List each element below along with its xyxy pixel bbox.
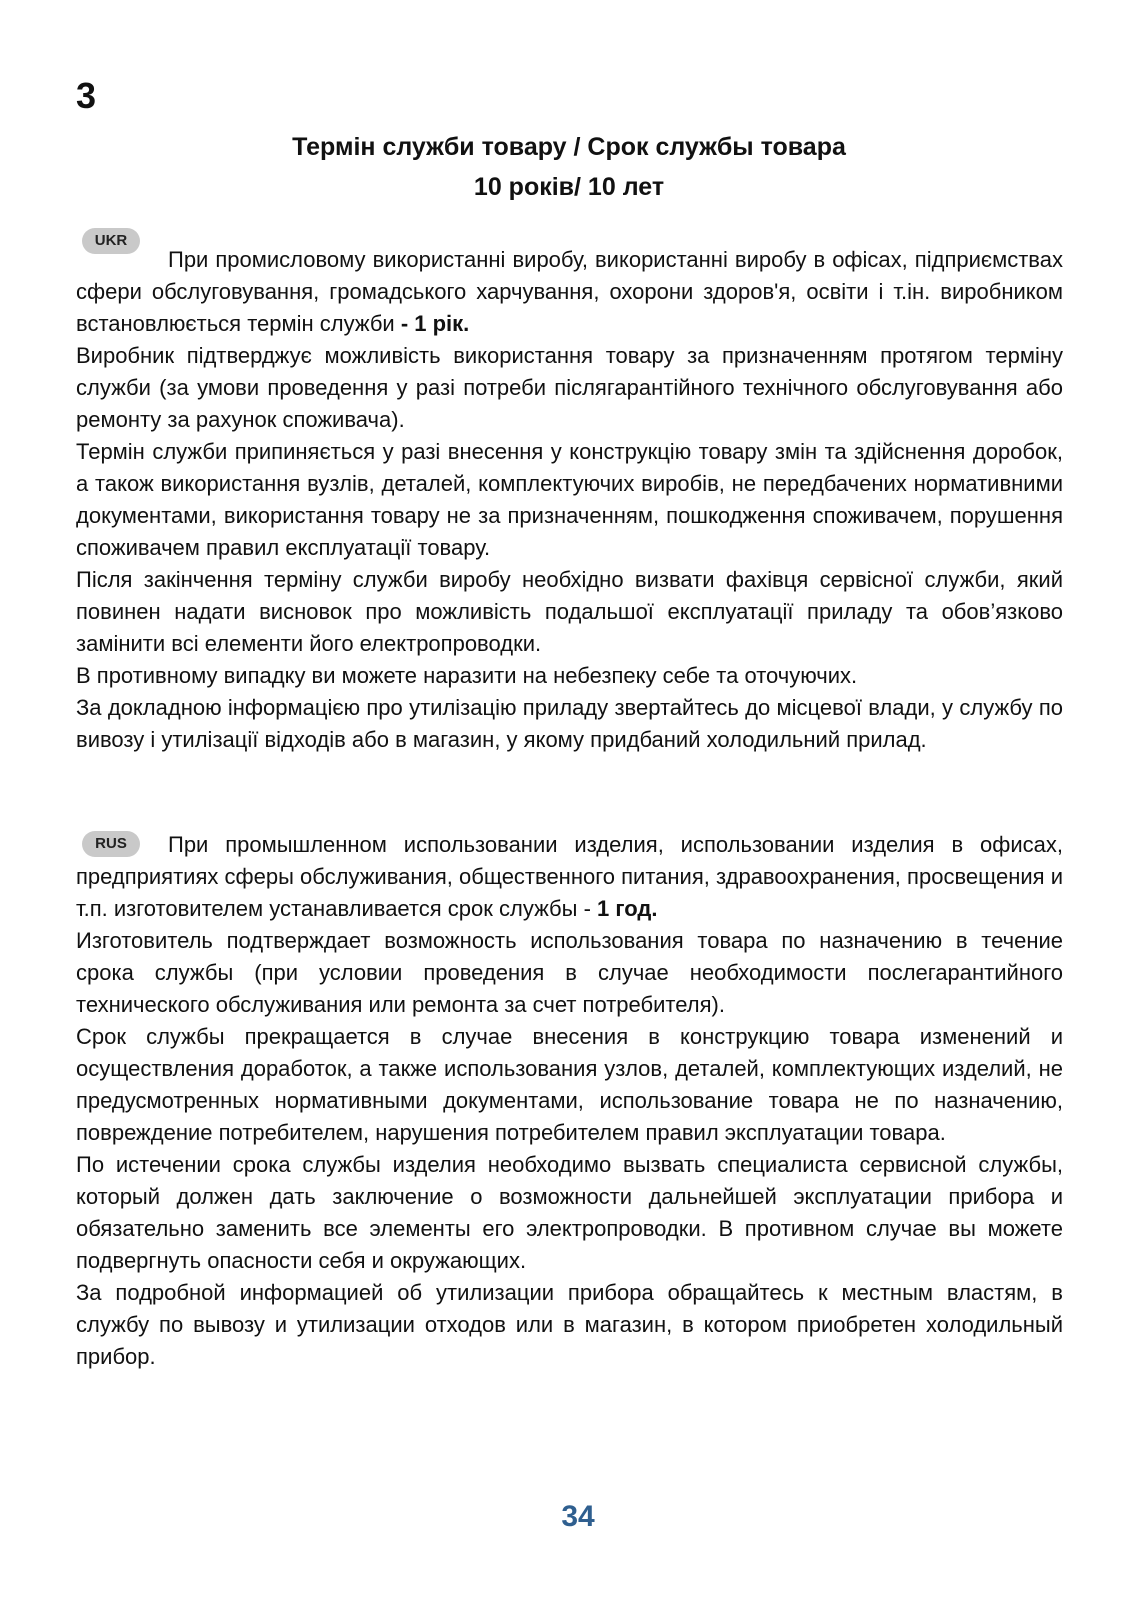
page-title: Термін служби товару / Срок службы товара xyxy=(292,133,846,161)
rus-paragraph: Срок службы прекращается в случае внесения в конструкцию товара изменений и осуществления доработок, а также использования узлов, деталей, комплектующих изделий, не предусмотренных нормативными документами, использование товара не по назначению, повреждение потребителем, нарушения потребителем правил эксплуатации товара. xyxy=(76,1024,1063,1145)
ukr-service-life: - 1 рік. xyxy=(400,311,470,336)
ukr-paragraph: За докладною інформацією про утилізацію приладу звертайтесь до місцевої влади, у службу по вивозу і утилізації відходів або в магазин, у якому придбаний холодильний прилад. xyxy=(76,695,1063,752)
ukr-intro-paragraph xyxy=(76,244,1063,340)
rus-paragraph: За подробной информацией об утилизации прибора обращайтесь к местным властям, в службу по вывозу и утилизации отходов или в магазин, в котором приобретен холодильный прибор. xyxy=(76,1280,1063,1369)
ukr-paragraph: Термін служби припиняється у разі внесення у конструкцію товару змін та здійснення доробок, а також використання вузлів, деталей, комплектуючих виробів, не передбачених нормативними документами, використання товару не за призначенням, пошкодження споживачем, порушення споживачем правил експлуатації товару. xyxy=(76,439,1063,560)
ukr-intro-text: При промисловому використанні виробу, використанні виробу в офісах, підприємствах сфери обслуговування, громадського харчування, охорони здоров'я, освіти і т.ін. виробником встановлюється термін служби xyxy=(76,247,1063,336)
ukr-paragraph: Виробник підтверджує можливість використання товару за призначенням протягом терміну служби (за умови проведення у разі потреби післягарантійного технічного обслуговування або ремонту за рахунок споживача). xyxy=(76,343,1063,432)
rus-intro-text: При промышленном использовании изделия, использовании изделия в офисах, предприятиях сферы обслуживания, общественного питания, здравоохранения, просвещения и т.п. изготовителем устанавливается срок службы - xyxy=(76,832,1063,921)
rus-intro-paragraph xyxy=(76,829,1063,925)
rus-service-life: 1 год. xyxy=(597,896,658,921)
russian-text-block xyxy=(76,829,1063,1373)
rus-paragraph: По истечении срока службы изделия необходимо вызвать специалиста сервисной службы, который должен дать заключение о возможности дальнейшей эксплуатации прибора и обязательно заменить все элементы его электропроводки. В противном случае вы можете подвергнуть опасности себя и окружающих. xyxy=(76,1152,1063,1273)
ukrainian-text-block xyxy=(76,244,1063,756)
ukr-paragraph: В противному випадку ви можете наразити на небезпеку себе та оточуючих. xyxy=(76,663,858,688)
rus-paragraph: Изготовитель подтверждает возможность использования товара по назначению в течение срока службы (при условии проведения в случае необходимости послегарантийного технического обслуживания или ремонта за счет потребителя). xyxy=(76,928,1063,1017)
language-badge-ukr: UKR xyxy=(82,228,140,254)
page-subtitle: 10 років/ 10 лет xyxy=(473,173,665,201)
page-number: 34 xyxy=(561,1500,595,1533)
section-number: 3 xyxy=(76,75,97,116)
ukr-paragraph: Після закінчення терміну служби виробу необхідно визвати фахівця сервісної служби, який повинен надати висновок про можливість подальшої експлуатації приладу та обов’язково замінити всі елементи його електропроводки. xyxy=(76,567,1063,656)
language-badge-rus: RUS xyxy=(82,831,140,857)
